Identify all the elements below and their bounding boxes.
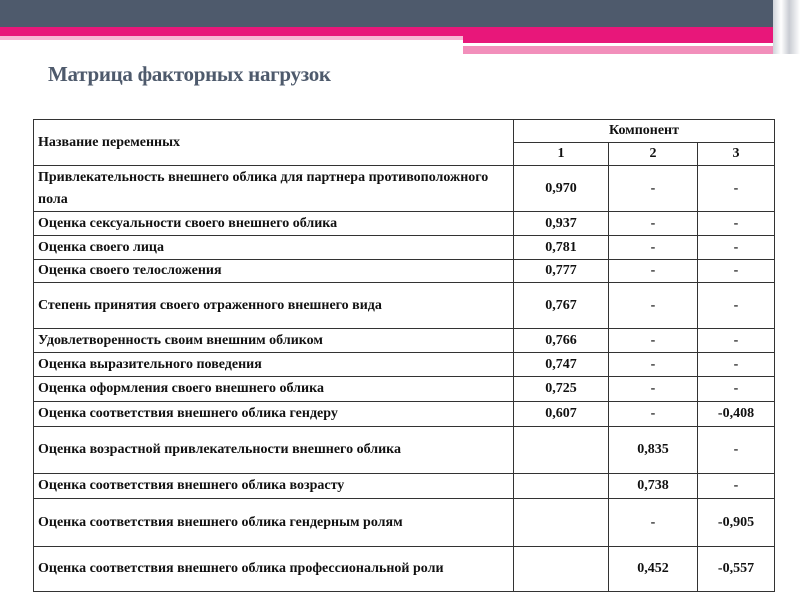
component-2-cell: - (609, 499, 698, 547)
table-row (34, 547, 775, 592)
header-band-dark (0, 0, 800, 27)
table-row (34, 236, 775, 260)
component-1-cell: 0,607 (514, 402, 609, 427)
table-row (34, 427, 775, 474)
variable-name-cell: Оценка сексуальности своего внешнего облика (34, 212, 514, 236)
table-row (34, 166, 775, 212)
component-3-cell: - (698, 377, 775, 402)
component-1-cell (514, 474, 609, 499)
component-3-cell: - (698, 474, 775, 499)
component-2-cell: 0,452 (609, 547, 698, 592)
component-2-cell: - (609, 283, 698, 329)
table-row (34, 377, 775, 402)
component-2-cell: - (609, 260, 698, 283)
variable-name-cell: Оценка своего телосложения (34, 260, 514, 283)
component-3-cell: - (698, 212, 775, 236)
table-row (34, 283, 775, 329)
table-row (34, 402, 775, 427)
component-3-cell: - (698, 260, 775, 283)
component-2-cell: 0,738 (609, 474, 698, 499)
component-3-cell: - (698, 283, 775, 329)
component-1-cell: 0,781 (514, 236, 609, 260)
component-1-cell: 0,767 (514, 283, 609, 329)
component-3-cell: - (698, 353, 775, 377)
component-2-cell: - (609, 329, 698, 353)
table-row (34, 499, 775, 547)
component-2-cell: 0,835 (609, 427, 698, 474)
table-row (34, 474, 775, 499)
header-col-1: 1 (514, 143, 609, 166)
component-3-cell: -0,408 (698, 402, 775, 427)
component-2-cell: - (609, 402, 698, 427)
table-row (34, 353, 775, 377)
component-2-cell: - (609, 236, 698, 260)
variable-name-cell: Оценка соответствия внешнего облика гендеру (34, 402, 514, 427)
table-row (34, 212, 775, 236)
component-3-cell: -0,557 (698, 547, 775, 592)
header-band-light (463, 46, 773, 54)
component-3-cell: - (698, 166, 775, 212)
component-2-cell: - (609, 353, 698, 377)
variable-name-cell: Оценка соответствия внешнего облика гендерным ролям (34, 499, 514, 547)
component-2-cell: - (609, 166, 698, 212)
variable-name-cell: Оценка своего лица (34, 236, 514, 260)
variable-name-cell: Оценка выразительного поведения (34, 353, 514, 377)
component-1-cell: 0,777 (514, 260, 609, 283)
variable-name-cell: Привлекательность внешнего облика для партнера противоположного пола (34, 166, 514, 212)
variable-name-cell: Удовлетворенность своим внешним обликом (34, 329, 514, 353)
component-3-cell: - (698, 329, 775, 353)
header-variable: Название переменных (34, 120, 514, 166)
component-1-cell: 0,725 (514, 377, 609, 402)
header-band-pink-right (463, 38, 773, 43)
variable-name-cell: Степень принятия своего отраженного внешнего вида (34, 283, 514, 329)
variable-name-cell: Оценка оформления своего внешнего облика (34, 377, 514, 402)
component-1-cell (514, 427, 609, 474)
variable-name-cell: Оценка соответствия внешнего облика профессиональной роли (34, 547, 514, 592)
variable-name-cell: Оценка соответствия внешнего облика возрасту (34, 474, 514, 499)
table-row (34, 260, 775, 283)
header-component: Компонент (514, 120, 775, 143)
component-1-cell: 0,747 (514, 353, 609, 377)
variable-name-cell: Оценка возрастной привлекательности внешнего облика (34, 427, 514, 474)
component-1-cell (514, 547, 609, 592)
component-2-cell: - (609, 212, 698, 236)
header-band-edge (773, 0, 800, 54)
component-3-cell: - (698, 427, 775, 474)
component-1-cell: 0,766 (514, 329, 609, 353)
component-1-cell: 0,937 (514, 212, 609, 236)
component-3-cell: - (698, 236, 775, 260)
component-1-cell (514, 499, 609, 547)
header-col-2: 2 (609, 143, 698, 166)
component-2-cell: - (609, 377, 698, 402)
table-header-row (34, 120, 775, 143)
header-col-3: 3 (698, 143, 775, 166)
component-3-cell: -0,905 (698, 499, 775, 547)
table-row (34, 329, 775, 353)
header-band-pink-light (0, 36, 463, 40)
component-1-cell: 0,970 (514, 166, 609, 212)
factor-loadings-table (33, 119, 775, 592)
slide-title: Матрица факторных нагрузок (48, 62, 331, 86)
